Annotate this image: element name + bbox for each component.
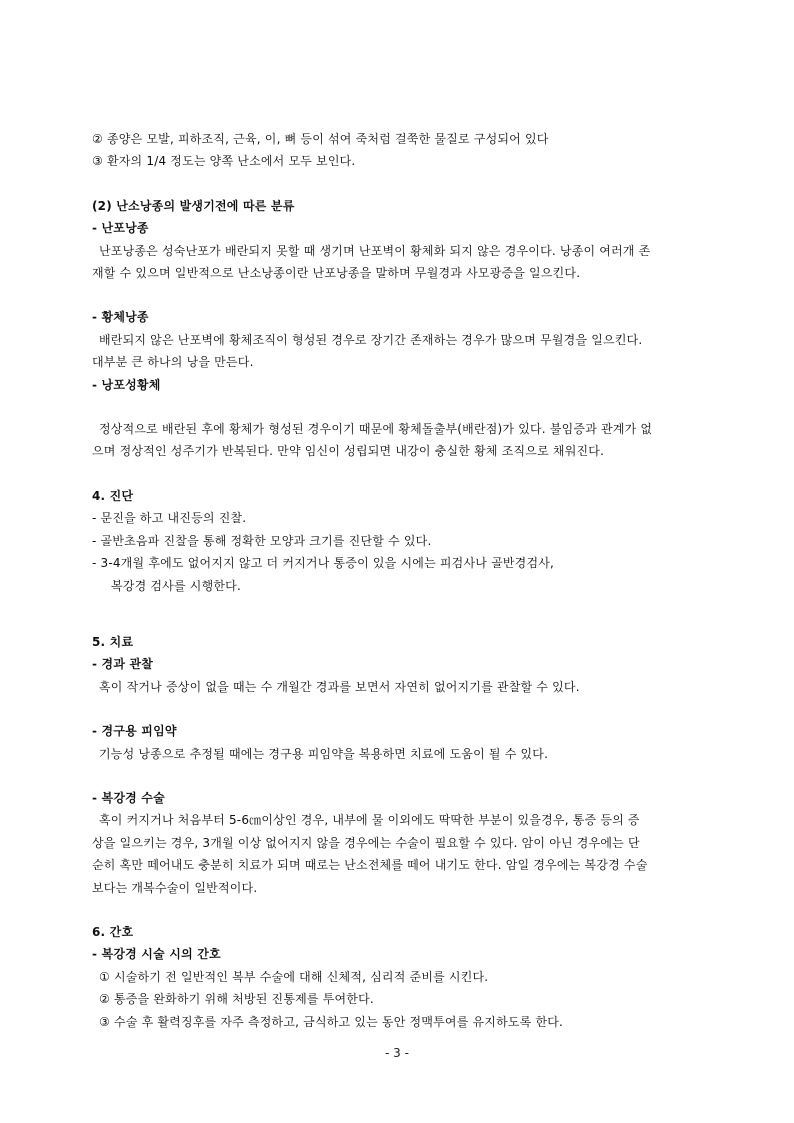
laparoscopy-nursing-title: - 복강경 시술 시의 간호: [92, 947, 221, 962]
tumor-composition-item: ② 종양은 모발, 피하조직, 근육, 이, 뼈 등이 섞여 죽처럼 걸쭉한 물질로 구성되어 있다: [92, 132, 549, 146]
laparoscopy-text-2: 상을 일으키는 경우, 3개월 이상 없어지지 않을 경우에는 수술이 필요할 수 있다. 암이 아닌 경우에는 단: [92, 835, 640, 850]
cystic-corpus-title: - 낭포성황체: [92, 377, 161, 392]
oral-contraceptive-title: - 경구용 피임약: [92, 724, 177, 739]
laparoscopy-text-1: 혹이 커지거나 처음부터 5-6㎝이상인 경우, 내부에 물 이외에도 딱딱한 부분이 있을경우, 통증 등의 증: [99, 813, 640, 828]
follicle-cyst-text-2: 재할 수 있으며 일반적으로 난소낭종이란 난포낭종을 말하며 무월경과 사모광증을 일으킨다.: [92, 266, 581, 281]
page-number: - 3 -: [385, 1046, 409, 1060]
laparoscopy-text-3: 순히 혹만 떼어내도 충분히 치료가 되며 때로는 난소전체를 떼어 내기도 한다. 암일 경우에는 복강경 수술: [92, 858, 648, 873]
observation-title: - 경과 관찰: [92, 657, 154, 672]
luteal-cyst-text-1: 배란되지 않은 난포벽에 황체조직이 형성된 경우로 장기간 존재하는 경우가 많으며 무월경을 일으킨다.: [99, 332, 643, 347]
follicle-cyst-text-1: 난포낭종은 성숙난포가 배란되지 못할 때 생기며 난포벽이 황체화 되지 않은 경우이다. 낭종이 여러개 존: [99, 243, 651, 258]
laparoscopy-title: - 복강경 수술: [92, 790, 165, 805]
cystic-corpus-text-1: 정상적으로 배란된 후에 황체가 형성된 경우이기 때문에 황체돌출부(배란점)가 있다. 불임증과 관계가 없: [99, 422, 653, 437]
diagnosis-item: - 3-4개월 후에도 없어지지 않고 더 커지거나 통증이 있을 시에는 피검사나 골반경검사,: [92, 556, 555, 571]
oral-contraceptive-text: 기능성 낭종으로 추정될 때에는 경구용 피임약을 복용하면 치료에 도움이 될 수 있다.: [99, 746, 549, 761]
nursing-item: ① 시술하기 전 일반적인 복부 수술에 대해 신체적, 심리적 준비를 시킨다.: [99, 969, 489, 984]
follicle-cyst-title: - 난포낭종: [92, 221, 149, 236]
diagnosis-item: - 문진을 하고 내진등의 진찰.: [92, 511, 247, 526]
nursing-item: ③ 수술 후 활력징후를 자주 측정하고, 금식하고 있는 동안 정맥투여를 유지하도록 한다.: [99, 1014, 564, 1029]
diagnosis-continuation: 복강경 검사를 시행한다.: [111, 578, 241, 593]
nursing-heading: 6. 간호: [92, 924, 134, 939]
luteal-cyst-title: - 황체낭종: [92, 310, 149, 325]
luteal-cyst-text-2: 대부분 큰 하나의 낭을 만든다.: [92, 355, 254, 370]
diagnosis-item: - 골반초음파 진찰을 통해 정확한 모양과 크기를 진단할 수 있다.: [92, 533, 432, 548]
laparoscopy-text-4: 보다는 개복수술이 일반적이다.: [92, 880, 258, 895]
bilateral-item: ③ 환자의 1/4 정도는 양쪽 난소에서 모두 보인다.: [92, 154, 356, 169]
observation-text: 혹이 작거나 증상이 없을 때는 수 개월간 경과를 보면서 자연히 없어지기를 관찰할 수 있다.: [99, 679, 580, 694]
classification-heading: (2) 난소낭종의 발생기전에 따른 분류: [92, 198, 295, 213]
nursing-item: ② 통증을 완화하기 위해 처방된 진통제를 투여한다.: [99, 992, 374, 1007]
cystic-corpus-text-2: 으며 정상적인 성주기가 반복된다. 만약 임신이 성립되면 내강이 충실한 황체 조직으로 채워진다.: [92, 444, 605, 459]
document-page: [92, 128, 704, 1033]
treatment-heading: 5. 치료: [92, 634, 134, 649]
diagnosis-heading: 4. 진단: [92, 488, 134, 503]
